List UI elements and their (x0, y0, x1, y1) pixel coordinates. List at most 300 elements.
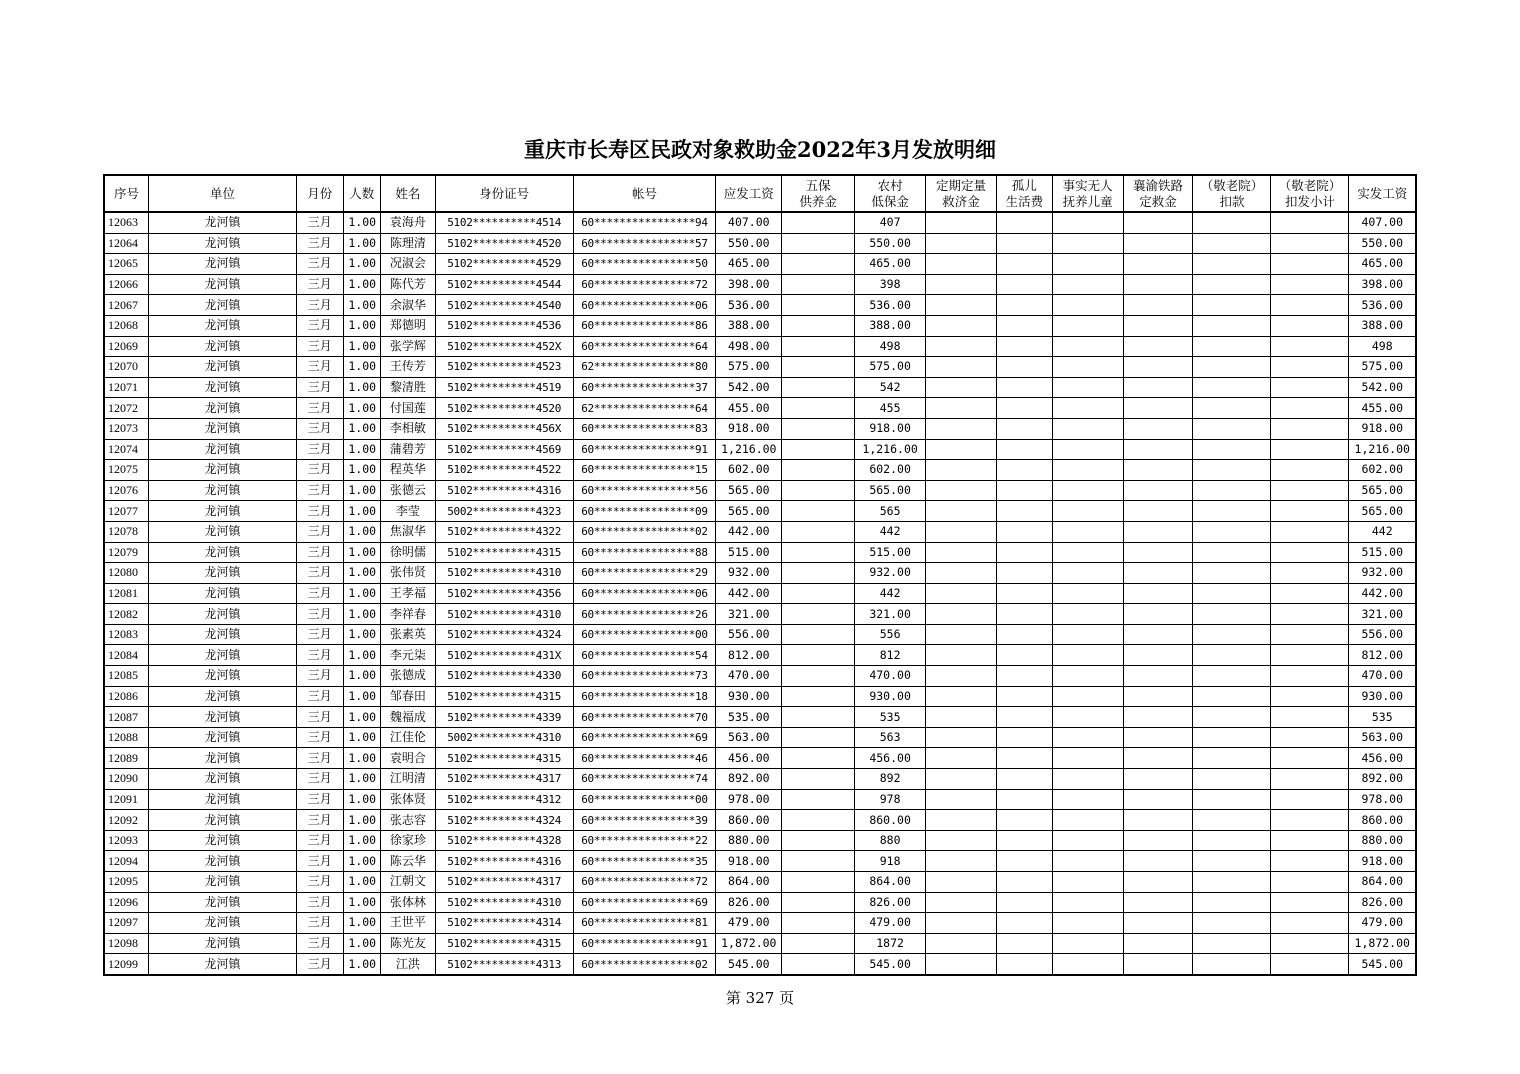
cell-wubao (782, 583, 855, 604)
cell-unsupported-child (1052, 439, 1123, 460)
cell-orphan (996, 583, 1052, 604)
cell-due-amount: 545.00 (716, 954, 782, 975)
column-header: 襄渝铁路 定救金 (1123, 175, 1193, 212)
cell-name: 张体贤 (381, 789, 436, 810)
cell-seq: 12097 (104, 913, 149, 934)
cell-count: 1.00 (343, 851, 380, 872)
cell-actual-amount: 498 (1349, 336, 1416, 357)
cell-railway-relief (1123, 933, 1193, 954)
cell-dibao: 556 (855, 624, 926, 645)
column-header: （敬老院） 扣发小计 (1271, 175, 1349, 212)
cell-actual-amount: 932.00 (1349, 563, 1416, 584)
cell-name: 徐家珍 (381, 830, 436, 851)
cell-wubao (782, 563, 855, 584)
cell-deduction-subtotal (1271, 418, 1349, 439)
cell-dibao: 535 (855, 707, 926, 728)
cell-unit: 龙河镇 (149, 480, 297, 501)
cell-actual-amount: 1,216.00 (1349, 439, 1416, 460)
cell-railway-relief (1123, 686, 1193, 707)
cell-deduction-subtotal (1271, 212, 1349, 233)
cell-unit: 龙河镇 (149, 727, 297, 748)
cell-deduction (1193, 604, 1271, 625)
cell-actual-amount: 470.00 (1349, 666, 1416, 687)
cell-railway-relief (1123, 542, 1193, 563)
cell-due-amount: 456.00 (716, 748, 782, 769)
cell-actual-amount: 565.00 (1349, 501, 1416, 522)
cell-count: 1.00 (343, 789, 380, 810)
cell-id-number: 5102**********4315 (435, 748, 573, 769)
cell-dibao: 892 (855, 769, 926, 790)
cell-unit: 龙河镇 (149, 542, 297, 563)
cell-month: 三月 (296, 604, 343, 625)
cell-unsupported-child (1052, 357, 1123, 378)
cell-railway-relief (1123, 583, 1193, 604)
cell-count: 1.00 (343, 439, 380, 460)
cell-account: 60****************06 (573, 583, 716, 604)
cell-id-number: 5102**********4310 (435, 563, 573, 584)
cell-deduction (1193, 851, 1271, 872)
cell-due-amount: 465.00 (716, 254, 782, 275)
cell-unsupported-child (1052, 748, 1123, 769)
cell-account: 60****************86 (573, 315, 716, 336)
cell-deduction-subtotal (1271, 295, 1349, 316)
cell-dibao: 880 (855, 830, 926, 851)
cell-id-number: 5102**********4520 (435, 233, 573, 254)
cell-orphan (996, 913, 1052, 934)
cell-wubao (782, 480, 855, 501)
cell-seq: 12072 (104, 398, 149, 419)
cell-regular-relief (926, 913, 997, 934)
column-header: 身份证号 (435, 175, 573, 212)
cell-railway-relief (1123, 460, 1193, 481)
cell-count: 1.00 (343, 707, 380, 728)
cell-account: 60****************91 (573, 439, 716, 460)
cell-orphan (996, 439, 1052, 460)
cell-wubao (782, 769, 855, 790)
table-row (104, 418, 1416, 439)
cell-dibao: 455 (855, 398, 926, 419)
cell-seq: 12070 (104, 357, 149, 378)
cell-id-number: 5102**********431X (435, 645, 573, 666)
cell-orphan (996, 748, 1052, 769)
cell-name: 袁明合 (381, 748, 436, 769)
cell-account: 62****************80 (573, 357, 716, 378)
cell-unit: 龙河镇 (149, 439, 297, 460)
cell-unsupported-child (1052, 315, 1123, 336)
cell-orphan (996, 686, 1052, 707)
cell-deduction-subtotal (1271, 501, 1349, 522)
cell-orphan (996, 624, 1052, 645)
table-row (104, 748, 1416, 769)
cell-due-amount: 918.00 (716, 851, 782, 872)
cell-regular-relief (926, 686, 997, 707)
cell-count: 1.00 (343, 377, 380, 398)
cell-regular-relief (926, 233, 997, 254)
column-header: 定期定量 救济金 (926, 175, 997, 212)
cell-deduction-subtotal (1271, 398, 1349, 419)
cell-deduction (1193, 295, 1271, 316)
cell-deduction-subtotal (1271, 254, 1349, 275)
table-row (104, 212, 1416, 233)
table-row (104, 707, 1416, 728)
cell-actual-amount: 479.00 (1349, 913, 1416, 934)
cell-account: 60****************72 (573, 274, 716, 295)
column-header: 农村 低保金 (855, 175, 926, 212)
cell-name: 徐明儒 (381, 542, 436, 563)
table-row (104, 851, 1416, 872)
cell-railway-relief (1123, 418, 1193, 439)
cell-account: 60****************81 (573, 913, 716, 934)
cell-month: 三月 (296, 748, 343, 769)
column-header: 帐号 (573, 175, 716, 212)
cell-month: 三月 (296, 830, 343, 851)
cell-dibao: 470.00 (855, 666, 926, 687)
cell-unsupported-child (1052, 892, 1123, 913)
cell-deduction-subtotal (1271, 563, 1349, 584)
cell-railway-relief (1123, 624, 1193, 645)
cell-orphan (996, 336, 1052, 357)
cell-seq: 12075 (104, 460, 149, 481)
cell-dibao: 918 (855, 851, 926, 872)
cell-unit: 龙河镇 (149, 418, 297, 439)
cell-deduction-subtotal (1271, 810, 1349, 831)
cell-id-number: 5002**********4323 (435, 501, 573, 522)
cell-dibao: 565.00 (855, 480, 926, 501)
cell-regular-relief (926, 789, 997, 810)
cell-deduction (1193, 583, 1271, 604)
table-row (104, 480, 1416, 501)
cell-name: 张体林 (381, 892, 436, 913)
cell-deduction-subtotal (1271, 830, 1349, 851)
cell-regular-relief (926, 521, 997, 542)
cell-deduction-subtotal (1271, 583, 1349, 604)
cell-name: 陈理清 (381, 233, 436, 254)
column-header: 实发工资 (1349, 175, 1416, 212)
cell-count: 1.00 (343, 727, 380, 748)
cell-actual-amount: 918.00 (1349, 418, 1416, 439)
table-row (104, 954, 1416, 975)
cell-deduction (1193, 212, 1271, 233)
cell-unsupported-child (1052, 583, 1123, 604)
cell-seq: 12092 (104, 810, 149, 831)
cell-unit: 龙河镇 (149, 748, 297, 769)
cell-month: 三月 (296, 686, 343, 707)
cell-deduction (1193, 913, 1271, 934)
cell-orphan (996, 212, 1052, 233)
cell-unsupported-child (1052, 336, 1123, 357)
cell-actual-amount: 978.00 (1349, 789, 1416, 810)
cell-actual-amount: 1,872.00 (1349, 933, 1416, 954)
cell-orphan (996, 892, 1052, 913)
cell-wubao (782, 357, 855, 378)
cell-regular-relief (926, 933, 997, 954)
cell-deduction (1193, 830, 1271, 851)
cell-railway-relief (1123, 357, 1193, 378)
cell-deduction (1193, 439, 1271, 460)
cell-regular-relief (926, 254, 997, 275)
cell-actual-amount: 456.00 (1349, 748, 1416, 769)
cell-count: 1.00 (343, 501, 380, 522)
cell-seq: 12088 (104, 727, 149, 748)
cell-wubao (782, 686, 855, 707)
cell-unsupported-child (1052, 233, 1123, 254)
cell-dibao: 479.00 (855, 913, 926, 934)
cell-due-amount: 556.00 (716, 624, 782, 645)
cell-name: 李相敏 (381, 418, 436, 439)
cell-orphan (996, 645, 1052, 666)
payment-table (103, 174, 1417, 976)
cell-dibao: 545.00 (855, 954, 926, 975)
cell-account: 60****************69 (573, 727, 716, 748)
cell-id-number: 5102**********4316 (435, 851, 573, 872)
cell-due-amount: 542.00 (716, 377, 782, 398)
cell-seq: 12079 (104, 542, 149, 563)
cell-railway-relief (1123, 398, 1193, 419)
cell-account: 60****************46 (573, 748, 716, 769)
cell-due-amount: 321.00 (716, 604, 782, 625)
cell-actual-amount: 388.00 (1349, 315, 1416, 336)
cell-orphan (996, 769, 1052, 790)
cell-regular-relief (926, 810, 997, 831)
column-header: 事实无人 抚养儿童 (1052, 175, 1123, 212)
cell-seq: 12073 (104, 418, 149, 439)
cell-deduction-subtotal (1271, 480, 1349, 501)
cell-account: 60****************94 (573, 212, 716, 233)
table-row (104, 810, 1416, 831)
cell-orphan (996, 398, 1052, 419)
column-header: 月份 (296, 175, 343, 212)
cell-count: 1.00 (343, 295, 380, 316)
cell-unit: 龙河镇 (149, 851, 297, 872)
cell-name: 李莹 (381, 501, 436, 522)
cell-actual-amount: 860.00 (1349, 810, 1416, 831)
cell-due-amount: 812.00 (716, 645, 782, 666)
cell-regular-relief (926, 274, 997, 295)
cell-account: 60****************35 (573, 851, 716, 872)
cell-deduction (1193, 686, 1271, 707)
cell-deduction (1193, 748, 1271, 769)
cell-railway-relief (1123, 295, 1193, 316)
cell-railway-relief (1123, 872, 1193, 893)
cell-unsupported-child (1052, 212, 1123, 233)
cell-deduction-subtotal (1271, 336, 1349, 357)
cell-unsupported-child (1052, 624, 1123, 645)
table-row (104, 439, 1416, 460)
cell-seq: 12068 (104, 315, 149, 336)
cell-name: 陈光友 (381, 933, 436, 954)
cell-month: 三月 (296, 666, 343, 687)
cell-dibao: 978 (855, 789, 926, 810)
cell-unsupported-child (1052, 954, 1123, 975)
cell-due-amount: 455.00 (716, 398, 782, 419)
cell-name: 余淑华 (381, 295, 436, 316)
cell-seq: 12095 (104, 872, 149, 893)
cell-regular-relief (926, 645, 997, 666)
cell-orphan (996, 315, 1052, 336)
table-row (104, 295, 1416, 316)
cell-id-number: 5102**********4569 (435, 439, 573, 460)
table-row (104, 563, 1416, 584)
cell-dibao: 932.00 (855, 563, 926, 584)
cell-orphan (996, 830, 1052, 851)
cell-account: 60****************69 (573, 892, 716, 913)
cell-deduction-subtotal (1271, 377, 1349, 398)
cell-id-number: 5102**********4522 (435, 460, 573, 481)
cell-seq: 12063 (104, 212, 149, 233)
cell-dibao: 456.00 (855, 748, 926, 769)
cell-due-amount: 930.00 (716, 686, 782, 707)
cell-id-number: 5102**********4328 (435, 830, 573, 851)
cell-actual-amount: 812.00 (1349, 645, 1416, 666)
cell-dibao: 860.00 (855, 810, 926, 831)
cell-unit: 龙河镇 (149, 892, 297, 913)
cell-month: 三月 (296, 480, 343, 501)
cell-deduction (1193, 418, 1271, 439)
cell-month: 三月 (296, 460, 343, 481)
cell-count: 1.00 (343, 686, 380, 707)
cell-wubao (782, 418, 855, 439)
cell-wubao (782, 748, 855, 769)
cell-regular-relief (926, 377, 997, 398)
cell-id-number: 5102**********4330 (435, 666, 573, 687)
cell-seq: 12074 (104, 439, 149, 460)
cell-wubao (782, 274, 855, 295)
cell-railway-relief (1123, 315, 1193, 336)
cell-wubao (782, 439, 855, 460)
cell-seq: 12082 (104, 604, 149, 625)
cell-deduction (1193, 501, 1271, 522)
cell-deduction-subtotal (1271, 624, 1349, 645)
table-row (104, 830, 1416, 851)
cell-due-amount: 565.00 (716, 501, 782, 522)
cell-due-amount: 565.00 (716, 480, 782, 501)
cell-regular-relief (926, 707, 997, 728)
cell-count: 1.00 (343, 398, 380, 419)
cell-id-number: 5102**********4315 (435, 933, 573, 954)
cell-dibao: 498 (855, 336, 926, 357)
cell-id-number: 5102**********4324 (435, 624, 573, 645)
cell-orphan (996, 933, 1052, 954)
cell-regular-relief (926, 439, 997, 460)
cell-regular-relief (926, 212, 997, 233)
cell-count: 1.00 (343, 810, 380, 831)
cell-count: 1.00 (343, 604, 380, 625)
cell-actual-amount: 455.00 (1349, 398, 1416, 419)
cell-account: 60****************73 (573, 666, 716, 687)
cell-count: 1.00 (343, 872, 380, 893)
cell-count: 1.00 (343, 645, 380, 666)
cell-account: 60****************37 (573, 377, 716, 398)
cell-dibao: 398 (855, 274, 926, 295)
table-header-row (104, 175, 1416, 212)
cell-unsupported-child (1052, 872, 1123, 893)
cell-due-amount: 479.00 (716, 913, 782, 934)
cell-orphan (996, 501, 1052, 522)
table-row (104, 274, 1416, 295)
cell-due-amount: 864.00 (716, 872, 782, 893)
cell-unsupported-child (1052, 769, 1123, 790)
cell-railway-relief (1123, 913, 1193, 934)
cell-seq: 12084 (104, 645, 149, 666)
column-header: 应发工资 (716, 175, 782, 212)
cell-unit: 龙河镇 (149, 398, 297, 419)
cell-seq: 12091 (104, 789, 149, 810)
cell-orphan (996, 872, 1052, 893)
table-row (104, 666, 1416, 687)
cell-actual-amount: 556.00 (1349, 624, 1416, 645)
cell-unsupported-child (1052, 933, 1123, 954)
table-row (104, 892, 1416, 913)
cell-seq: 12083 (104, 624, 149, 645)
cell-unit: 龙河镇 (149, 604, 297, 625)
cell-due-amount: 563.00 (716, 727, 782, 748)
cell-deduction-subtotal (1271, 439, 1349, 460)
cell-due-amount: 880.00 (716, 830, 782, 851)
cell-wubao (782, 933, 855, 954)
cell-unit: 龙河镇 (149, 933, 297, 954)
cell-orphan (996, 274, 1052, 295)
cell-deduction (1193, 872, 1271, 893)
cell-name: 江朝文 (381, 872, 436, 893)
cell-month: 三月 (296, 377, 343, 398)
column-header: 单位 (149, 175, 297, 212)
cell-deduction-subtotal (1271, 954, 1349, 975)
column-header: 五保 供养金 (782, 175, 855, 212)
cell-wubao (782, 521, 855, 542)
cell-id-number: 5102**********4514 (435, 212, 573, 233)
cell-railway-relief (1123, 769, 1193, 790)
cell-deduction (1193, 769, 1271, 790)
cell-account: 60****************02 (573, 954, 716, 975)
cell-unit: 龙河镇 (149, 645, 297, 666)
cell-due-amount: 1,216.00 (716, 439, 782, 460)
cell-name: 王传芳 (381, 357, 436, 378)
cell-name: 张伟贤 (381, 563, 436, 584)
cell-seq: 12069 (104, 336, 149, 357)
cell-name: 况淑会 (381, 254, 436, 275)
cell-seq: 12085 (104, 666, 149, 687)
cell-railway-relief (1123, 830, 1193, 851)
cell-seq: 12077 (104, 501, 149, 522)
cell-unsupported-child (1052, 563, 1123, 584)
cell-unit: 龙河镇 (149, 254, 297, 275)
cell-due-amount: 575.00 (716, 357, 782, 378)
cell-unsupported-child (1052, 295, 1123, 316)
table-row (104, 398, 1416, 419)
cell-orphan (996, 666, 1052, 687)
cell-orphan (996, 460, 1052, 481)
cell-railway-relief (1123, 274, 1193, 295)
cell-account: 60****************70 (573, 707, 716, 728)
cell-name: 付国莲 (381, 398, 436, 419)
cell-deduction-subtotal (1271, 357, 1349, 378)
cell-month: 三月 (296, 439, 343, 460)
cell-deduction (1193, 521, 1271, 542)
cell-regular-relief (926, 398, 997, 419)
cell-regular-relief (926, 563, 997, 584)
cell-unsupported-child (1052, 460, 1123, 481)
cell-regular-relief (926, 336, 997, 357)
cell-deduction (1193, 377, 1271, 398)
cell-railway-relief (1123, 892, 1193, 913)
cell-deduction (1193, 954, 1271, 975)
table-row (104, 336, 1416, 357)
table-row (104, 789, 1416, 810)
table-row (104, 727, 1416, 748)
cell-month: 三月 (296, 212, 343, 233)
cell-dibao: 465.00 (855, 254, 926, 275)
cell-id-number: 5102**********4313 (435, 954, 573, 975)
